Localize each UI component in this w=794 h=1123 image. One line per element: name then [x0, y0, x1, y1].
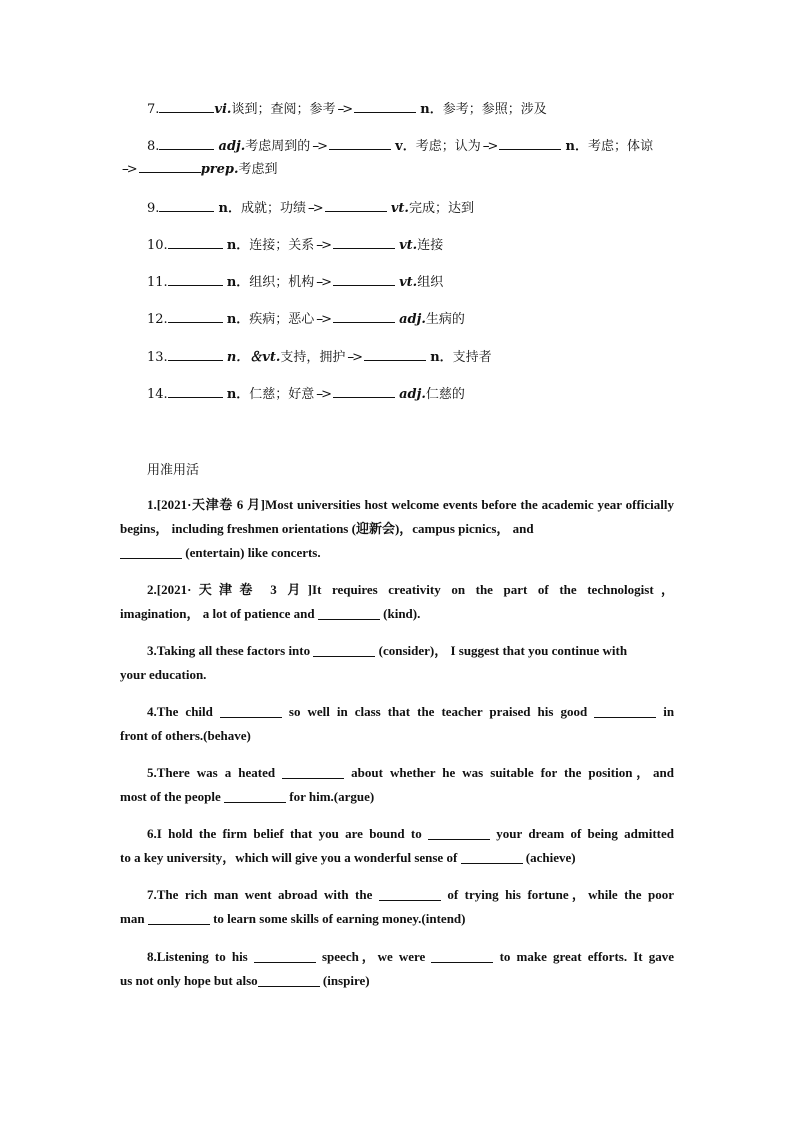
vocab-item-12 [147, 310, 465, 329]
meaning: 考虑周到的 [245, 139, 311, 154]
answer-blank[interactable] [329, 137, 391, 150]
meaning: 谈到；查阅；参考 [231, 102, 336, 117]
arrow-icon: --> [337, 102, 352, 117]
arrow-icon: --> [316, 238, 330, 253]
meaning: 考虑到 [238, 162, 278, 177]
question-text: man [120, 911, 145, 926]
meaning: 连接 [417, 238, 444, 253]
question-6 [120, 822, 674, 870]
item-number: 8. [147, 139, 160, 154]
question-text: to a key university，which will give you a wonderful sense of [120, 850, 458, 865]
question-text: (kind). [383, 606, 421, 621]
answer-blank[interactable] [159, 137, 214, 150]
question-text: 8.Listening to his [147, 949, 248, 964]
question-text: 3.Taking all these factors into [147, 643, 311, 658]
question-text: for him.(argue) [289, 789, 375, 804]
vocab-item-8-cont [120, 160, 278, 179]
vocab-item-8 [147, 137, 653, 156]
question-text: your education. [120, 667, 207, 682]
answer-blank[interactable] [258, 973, 320, 987]
question-text: 2.[2021·天津卷 3 月]It requires creativity on the part of the technologist， [147, 582, 674, 597]
question-4 [120, 700, 674, 748]
answer-blank[interactable] [168, 348, 223, 361]
question-text: (consider)， I suggest that you continue with [378, 643, 628, 658]
meaning: 支持，拥护 [280, 350, 346, 365]
question-text: (entertain) like concerts. [185, 545, 321, 560]
answer-blank[interactable] [168, 273, 223, 286]
meaning: 组织 [417, 275, 444, 290]
question-2 [120, 578, 674, 626]
question-text: 6.I hold the firm belief that you are bound to [147, 826, 422, 841]
answer-blank[interactable] [168, 385, 223, 398]
meaning: 支持者 [452, 350, 492, 365]
item-number: 10. [147, 238, 168, 253]
part-of-speech: v． [395, 139, 416, 154]
item-number: 11. [147, 275, 168, 290]
question-text: (achieve) [525, 850, 576, 865]
item-number: 12. [147, 312, 168, 327]
vocab-item-7 [147, 100, 547, 119]
arrow-icon: --> [347, 350, 362, 365]
question-text: speech，we were [322, 949, 426, 964]
answer-blank[interactable] [354, 100, 416, 113]
meaning: 组织；机构 [249, 275, 315, 290]
question-text: to learn some skills of earning money.(intend) [213, 911, 466, 926]
answer-blank[interactable] [139, 160, 201, 173]
arrow-icon: --> [316, 387, 330, 402]
part-of-speech: adj. [399, 312, 426, 327]
arrow-icon: --> [316, 275, 330, 290]
answer-blank[interactable] [318, 606, 380, 620]
section-title: 用准用活 [147, 463, 200, 478]
part-of-speech: n． [226, 387, 250, 402]
meaning: 生病的 [425, 312, 465, 327]
answer-blank[interactable] [594, 704, 656, 718]
meaning: 参考；参照；涉及 [442, 102, 547, 117]
meaning: 完成；达到 [408, 201, 474, 216]
part-of-speech: n． [226, 238, 250, 253]
item-number: 9. [147, 201, 160, 216]
answer-blank[interactable] [428, 826, 490, 840]
question-text: so well in class that the teacher praised his good [288, 704, 588, 719]
answer-blank[interactable] [364, 348, 426, 361]
answer-blank[interactable] [499, 137, 561, 150]
part-of-speech: adj. [218, 139, 246, 154]
arrow-icon: --> [482, 139, 497, 154]
question-text: 1.[2021·天津卷 6 月]Most universities host welcome events before the academic year officially begins， including freshmen orientations (迎新会)，campus picnics， and [120, 497, 674, 536]
answer-blank[interactable] [254, 949, 316, 963]
question-text: 7.The rich man went abroad with the [147, 887, 373, 902]
question-text: to make great efforts. It gave [499, 949, 674, 964]
question-text: 4.The child [147, 704, 213, 719]
answer-blank[interactable] [159, 100, 214, 113]
question-text: imagination， a lot of patience and [120, 606, 315, 621]
answer-blank[interactable] [461, 850, 523, 864]
answer-blank[interactable] [148, 911, 210, 925]
answer-blank[interactable] [168, 236, 223, 249]
question-5 [120, 761, 674, 809]
part-of-speech: adj. [399, 387, 426, 402]
vocab-item-10 [147, 236, 443, 255]
arrow-icon: --> [122, 162, 136, 177]
question-7 [120, 883, 674, 931]
question-1 [120, 493, 674, 565]
answer-blank[interactable] [379, 887, 441, 901]
arrow-icon: --> [312, 139, 326, 154]
meaning: 连接；关系 [249, 238, 315, 253]
answer-blank[interactable] [333, 385, 395, 398]
part-of-speech: vi. [214, 102, 232, 117]
answer-blank[interactable] [168, 310, 223, 323]
answer-blank[interactable] [282, 765, 344, 779]
arrow-icon: --> [316, 312, 330, 327]
answer-blank[interactable] [313, 643, 375, 657]
question-text: about whether he was suitable for the position，and [351, 765, 674, 780]
answer-blank[interactable] [333, 310, 395, 323]
part-of-speech: n． [420, 102, 443, 117]
part-of-speech: n． [226, 312, 250, 327]
part-of-speech: prep. [200, 162, 239, 177]
question-text: most of the people [120, 789, 221, 804]
answer-blank[interactable] [120, 545, 182, 559]
part-of-speech: n． [565, 139, 588, 154]
answer-blank[interactable] [325, 199, 387, 212]
question-text: of trying his fortune，while the poor [447, 887, 674, 902]
item-number: 14. [147, 387, 168, 402]
answer-blank[interactable] [431, 949, 493, 963]
part-of-speech: n． [430, 350, 453, 365]
item-number: 13. [147, 350, 168, 365]
question-text: (inspire) [322, 973, 370, 988]
question-text: your dream of being admitted [496, 826, 675, 841]
part-of-speech: vt. [390, 201, 409, 216]
answer-blank[interactable] [224, 789, 286, 803]
vocab-item-14 [147, 385, 465, 404]
vocab-item-11 [147, 273, 443, 292]
part-of-speech: n． [218, 201, 241, 216]
meaning: 仁慈的 [425, 387, 465, 402]
question-text: front of others.(behave) [120, 728, 251, 743]
part-of-speech: n．＆vt. [226, 350, 281, 365]
answer-blank[interactable] [333, 236, 395, 249]
vocab-item-13 [147, 348, 492, 367]
question-text: 5.There was a heated [147, 765, 276, 780]
question-3 [120, 639, 674, 687]
meaning: 考虑；认为 [415, 139, 481, 154]
vocab-item-9 [147, 199, 474, 218]
meaning: 考虑；体谅 [588, 139, 654, 154]
item-number: 7. [147, 102, 160, 117]
meaning: 疾病；恶心 [249, 312, 315, 327]
question-text: in [663, 704, 675, 719]
meaning: 仁慈；好意 [249, 387, 315, 402]
part-of-speech: vt. [399, 238, 418, 253]
answer-blank[interactable] [333, 273, 395, 286]
arrow-icon: --> [308, 201, 322, 216]
question-text: us not only hope but also [120, 973, 258, 988]
part-of-speech: vt. [399, 275, 418, 290]
part-of-speech: n． [226, 275, 250, 290]
question-8 [120, 945, 674, 993]
answer-blank[interactable] [220, 704, 282, 718]
answer-blank[interactable] [159, 199, 214, 212]
meaning: 成就；功绩 [241, 201, 307, 216]
